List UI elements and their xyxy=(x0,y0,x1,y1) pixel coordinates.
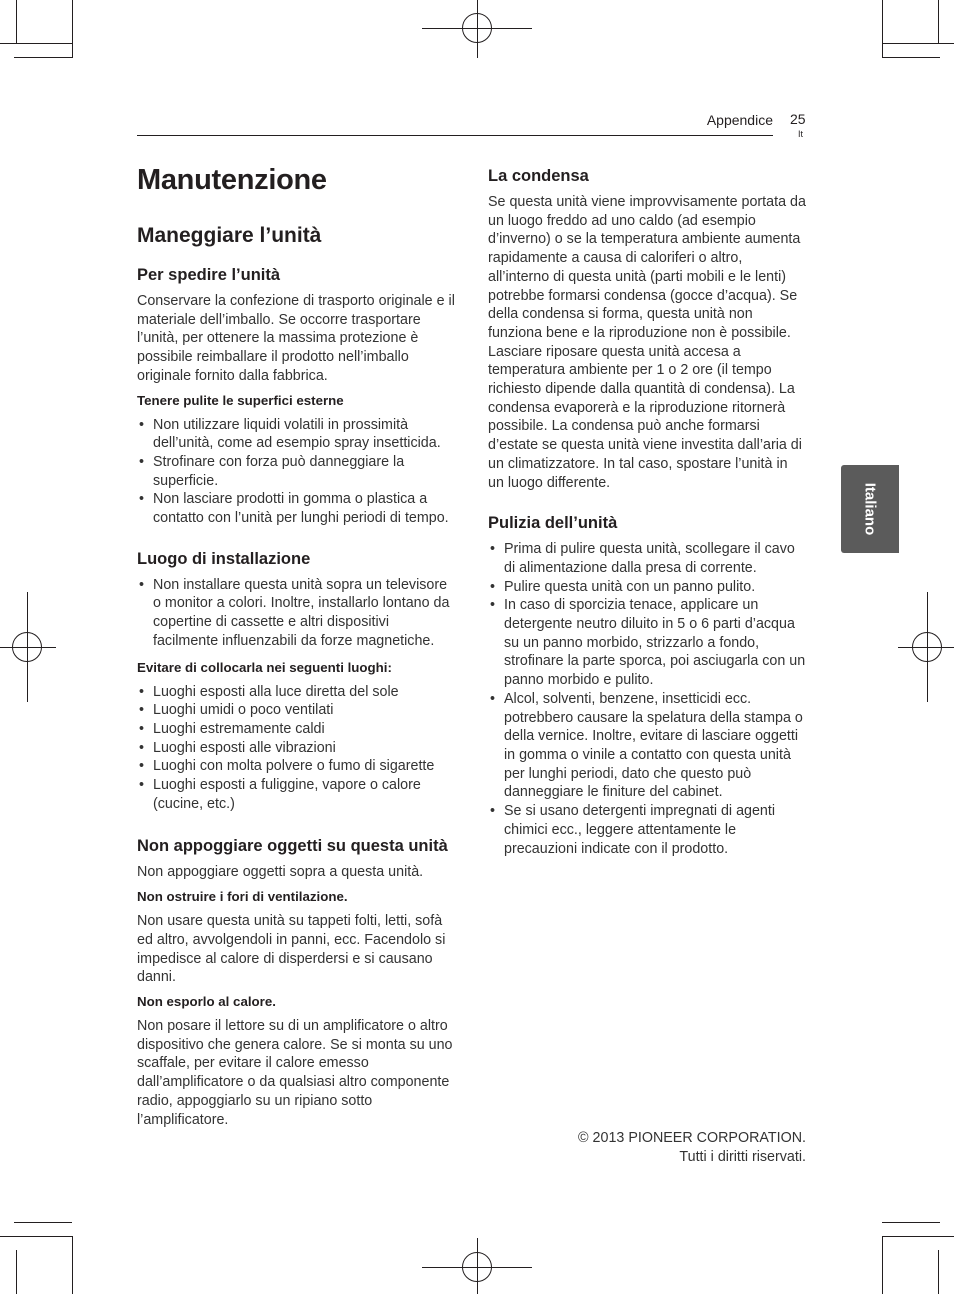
clean-surfaces-list xyxy=(137,416,457,528)
list-item: • Non lasciare prodotti in gomma o plastica a contatto con l’unità per lunghi periodi di tempo. xyxy=(139,491,449,527)
bullet-icon: • xyxy=(490,690,496,707)
list-item: • Non utilizzare liquidi volatili in prossimità dell’unità, come ad esempio spray insetticida. xyxy=(139,416,441,452)
list-item: • Luoghi esposti alla luce diretta del sole xyxy=(139,683,399,700)
cleaning-list xyxy=(488,540,806,858)
bullet-icon: • xyxy=(139,491,145,508)
bullet-icon: • xyxy=(139,416,145,433)
rights-line: Tutti i diritti riservati. xyxy=(679,1148,806,1165)
cleaning-heading: Pulizia dell’unità xyxy=(488,514,618,533)
bullet-icon: • xyxy=(139,758,145,775)
language-tab-label: Italiano xyxy=(861,482,879,536)
bullet-icon: • xyxy=(490,541,496,558)
shipping-text: Conservare la confezione di trasporto originale e il materiale dell’imballo. Se occorre trasportare l’unità, per ottenere la massima protezione è possibile reimballare il prodotto nell’imballo originale fornito dalla fabbrica. xyxy=(137,293,455,384)
bullet-icon: • xyxy=(139,683,145,700)
avoid-places-list xyxy=(137,683,457,814)
ventilation-text: Non usare questa unità su tappeti folti, letti, sofà ed altro, avvolgendoli in panni, ecc. Facendolo si impedisce al calore di disperdersi e si causano danni. xyxy=(137,913,446,986)
bullet-icon: • xyxy=(139,739,145,756)
bullet-icon: • xyxy=(490,597,496,614)
list-item: • Luoghi esposti alle vibrazioni xyxy=(139,739,336,756)
ventilation-heading: Non ostruire i fori di ventilazione. xyxy=(137,889,348,905)
list-item: • Pulire questa unità con un panno pulito. xyxy=(490,578,756,595)
list-item: • Alcol, solventi, benzene, insetticidi ecc. potrebbero causare la spelatura della stampa o della vernice. Inoltre, evitare di lasciare oggetti in gomma o vinile a contatto con questa unità per lunghi periodi, dato che questo può danneggiare le finiture del cabinet. xyxy=(490,690,803,801)
bullet-icon: • xyxy=(490,803,496,820)
copyright xyxy=(578,1129,806,1166)
heat-text: Non posare il lettore su di un amplificatore o altro dispositivo che genera calore. Se si monta su uno scaffale, per evitare il calore emesso dall’amplificatore o da qualsiasi altro componente radio, appoggiarlo su un ripiano sotto l’amplificatore. xyxy=(137,1017,453,1128)
avoid-places-heading: Evitare di collocarla nei seguenti luoghi: xyxy=(137,659,392,675)
page-number: 25 xyxy=(790,111,806,127)
list-item: • Luoghi umidi o poco ventilati xyxy=(139,702,334,719)
language-tab xyxy=(841,465,899,553)
installation-heading: Luogo di installazione xyxy=(137,549,311,568)
list-item: • Luoghi con molta polvere o fumo di sigarette xyxy=(139,758,435,775)
bullet-icon: • xyxy=(139,777,145,794)
list-item: • Non installare questa unità sopra un televisore o monitor a colori. Inoltre, installarlo lontano da copertine di cassette e altri dispositivi facilmente influenzabili da forze magnetiche. xyxy=(139,576,450,649)
page-title: Manutenzione xyxy=(137,164,327,196)
no-objects-text: Non appoggiare oggetti sopra a questa unità. xyxy=(137,864,424,881)
list-item: • Luoghi estremamente caldi xyxy=(139,720,325,737)
condensation-heading: La condensa xyxy=(488,167,589,185)
list-item: • Se si usano detergenti impregnati di agenti chimici ecc., leggere attentamente le precauzioni indicate con il prodotto. xyxy=(490,803,776,857)
bullet-icon: • xyxy=(490,578,496,595)
clean-surfaces-heading: Tenere pulite le superfici esterne xyxy=(137,392,344,408)
list-item: • Luoghi esposti a fuliggine, vapore o calore (cucine, etc.) xyxy=(139,777,421,812)
header-rule xyxy=(137,135,773,136)
right-column xyxy=(488,165,806,866)
heat-heading: Non esporlo al calore. xyxy=(137,993,276,1009)
installation-list xyxy=(137,576,457,651)
no-objects-heading: Non appoggiare oggetti su questa unità xyxy=(137,837,448,856)
bullet-icon: • xyxy=(139,702,145,719)
page-language-code: It xyxy=(798,129,804,139)
handling-heading: Maneggiare l’unità xyxy=(137,224,322,247)
list-item: • In caso di sporcizia tenace, applicare un detergente neutro diluito in 5 o 6 parti d’acqua su un panno morbido, strizzarlo a fondo, strofinare la parte sporca, poi asciugarla con un panno morbido e pulito. xyxy=(490,597,806,689)
bullet-icon: • xyxy=(139,720,145,737)
bullet-icon: • xyxy=(139,576,145,593)
bullet-icon: • xyxy=(139,453,145,470)
list-item: • Prima di pulire questa unità, scollegare il cavo di alimentazione dalla presa di corrente. xyxy=(490,541,795,576)
condensation-text: Se questa unità viene improvvisamente portata da un luogo freddo ad uno caldo (ad esempio d’inverno) o se la temperatura ambiente aumenta rapidamente a causa di caloriferi o altro, all’interno di questa unità (parti mobili e le lenti) potrebbe formarsi condensa (gocce d’acqua). Se della condensa si forma, questa unità non funziona bene e la riproduzione non è possibile. Lasciare riposare questa unità accesa a temperatura ambiente per 1 o 2 ore (il tempo richiesto dipende dalla quantità di condensa). La condensa evaporerà e la riproduzione ritornerà possibile. La condensa può anche formarsi d’estate se questa unità viene investita dall’aria di un climatizzatore. In tal caso, spostare l’unità in un luogo differente. xyxy=(488,194,806,491)
shipping-heading: Per spedire l’unità xyxy=(137,266,281,284)
section-label: Appendice xyxy=(706,112,773,128)
copyright-line: © 2013 PIONEER CORPORATION. xyxy=(578,1130,806,1146)
list-item: • Strofinare con forza può danneggiare la superficie. xyxy=(139,453,405,489)
left-column xyxy=(137,160,457,1135)
